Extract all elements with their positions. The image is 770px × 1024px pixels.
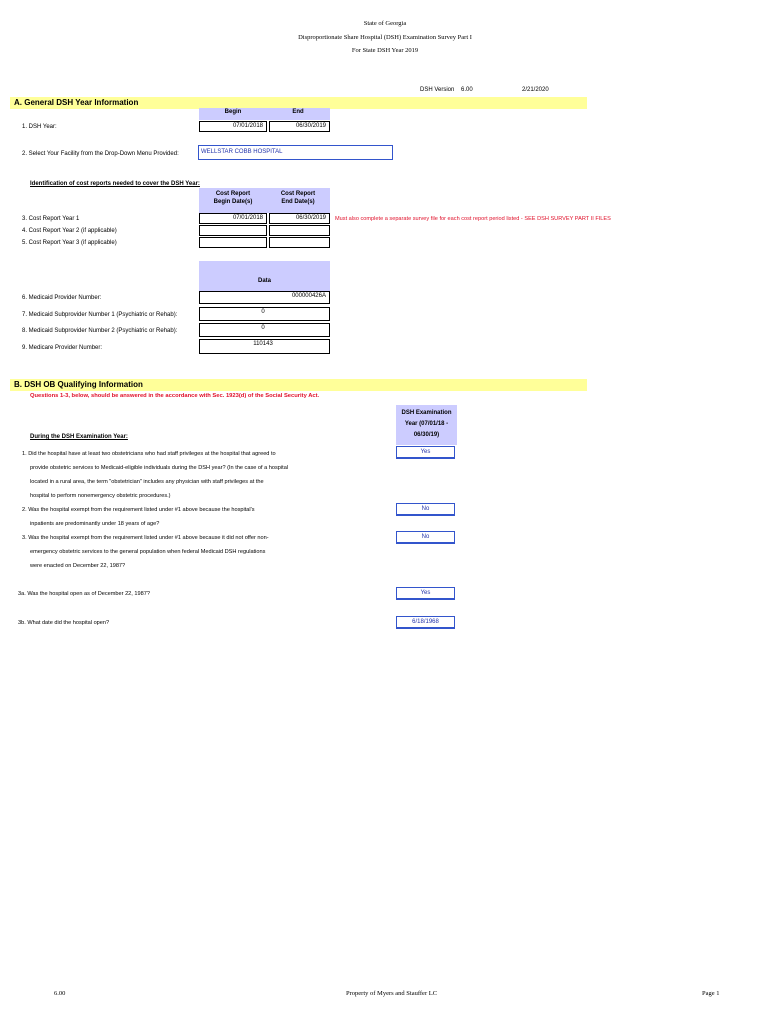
header-year: For State DSH Year 2019 [351, 47, 419, 54]
exam-year-head-line2: Year (07/01/18 - [404, 421, 449, 427]
header-title: Disproportionate Share Hospital (DSH) Examination Survey Part I [298, 34, 472, 41]
cr-begin-head [199, 188, 267, 213]
cr-end-head-line2: End Date(s) [281, 199, 315, 205]
data-head-label: Data [257, 278, 271, 284]
dsh-year-label: 1. DSH Year: [22, 124, 57, 130]
cr-year2-end[interactable] [269, 225, 330, 236]
cr-end-head [266, 188, 330, 213]
q3b-label: 3b. What date did the hospital open? [18, 620, 110, 626]
cr-year2-label: 4. Cost Report Year 2 (if applicable) [22, 228, 117, 234]
end-label: End [292, 109, 304, 115]
q2-answer-dropdown[interactable]: No [396, 503, 455, 516]
medicare-provider-value[interactable]: 110143 [199, 339, 330, 354]
version-value: 6.00 [461, 87, 473, 93]
subprovider-2-label: 8. Medicaid Subprovider Number 2 (Psychiatric or Rehab): [22, 328, 178, 334]
facility-dropdown[interactable]: WELLSTAR COBB HOSPITAL [198, 145, 393, 160]
q3b-answer-field[interactable]: 6/18/1968 [396, 616, 455, 629]
footer-property: Property of Myers and Stauffer LC [346, 990, 438, 997]
header-state: State of Georgia [363, 20, 407, 27]
medicaid-provider-value[interactable]: 000000426A [199, 291, 330, 304]
footer-version: 6.00 [54, 990, 66, 997]
q3-line1: 3. Was the hospital exempt from the requirement listed under #1 above because it did not offer non- [22, 535, 269, 541]
cr-year2-begin[interactable] [199, 225, 267, 236]
during-exam-year-label: During the DSH Examination Year: [30, 434, 128, 440]
q3-line2: emergency obstetric services to the general population when federal Medicaid DSH regulations [30, 549, 266, 555]
cr-begin-head-line1: Cost Report [215, 191, 251, 197]
cr-year3-end[interactable] [269, 237, 330, 248]
data-column-head [199, 261, 330, 291]
subprovider-1-label: 7. Medicaid Subprovider Number 1 (Psychiatric or Rehab): [22, 312, 178, 318]
q3a-answer-dropdown[interactable]: Yes [396, 587, 455, 600]
medicare-provider-label: 9. Medicare Provider Number: [22, 345, 103, 351]
cost-reports-heading: Identification of cost reports needed to cover the DSH Year: [30, 181, 200, 187]
section-b-band [10, 379, 587, 391]
cr-year1-label: 3. Cost Report Year 1 [22, 216, 80, 222]
exam-year-head-line3: 06/30/19) [413, 432, 440, 438]
cr-note: Must also complete a separate survey file for each cost report period listed - SEE DSH SURVEY PART II FILES [335, 216, 611, 222]
section-b-subtitle: Questions 1-3, below, should be answered in the accordance with Sec. 1923(d) of the Social Security Act. [30, 393, 320, 399]
q1-line3: located in a rural area, the term "obstetrician" includes any physician with staff privileges at the [30, 479, 264, 485]
exam-year-column-head [396, 405, 457, 445]
q1-line1: 1. Did the hospital have at least two obstetricians who had staff privileges at the hospital that agreed to [22, 451, 276, 457]
cr-year3-begin[interactable] [199, 237, 267, 248]
section-a-title: A. General DSH Year Information [14, 98, 139, 107]
q1-line2: provide obstetric services to Medicaid-eligible individuals during the DSH year? (In the case of a hospital [30, 465, 289, 471]
subprovider-2-value[interactable]: 0 [199, 323, 330, 337]
begin-label: Begin [224, 109, 242, 115]
begin-column-head [199, 108, 267, 120]
q3-answer-dropdown[interactable]: No [396, 531, 455, 544]
cr-begin-head-line2: Begin Date(s) [213, 199, 253, 205]
footer-page: Page 1 [702, 990, 720, 997]
section-b-title: B. DSH OB Qualifying Information [14, 380, 143, 389]
cr-year1-begin[interactable]: 07/01/2018 [199, 213, 267, 224]
cr-year1-end[interactable]: 06/30/2019 [269, 213, 330, 224]
q3-line3: were enacted on December 22, 1987? [30, 563, 126, 569]
q1-answer-dropdown[interactable]: Yes [396, 446, 455, 459]
q2-line1: 2. Was the hospital exempt from the requirement listed under #1 above because the hospital's [22, 507, 255, 513]
version-date: 2/21/2020 [522, 87, 549, 93]
subprovider-1-value[interactable]: 0 [199, 307, 330, 321]
cr-end-head-line1: Cost Report [280, 191, 316, 197]
medicaid-provider-label: 6. Medicaid Provider Number: [22, 295, 102, 301]
version-label: DSH Version [420, 87, 455, 93]
dsh-year-begin[interactable]: 07/01/2018 [199, 121, 267, 132]
q1-line4: hospital to perform nonemergency obstetric procedures.) [30, 493, 171, 499]
facility-label: 2. Select Your Facility from the Drop-Down Menu Provided: [22, 151, 179, 157]
q2-line2: inpatients are predominantly under 18 years of age? [30, 521, 160, 527]
dsh-year-end[interactable]: 06/30/2019 [269, 121, 330, 132]
q3a-label: 3a. Was the hospital open as of December 22, 1987? [18, 591, 150, 597]
exam-year-head-line1: DSH Examination [401, 410, 452, 416]
cr-year3-label: 5. Cost Report Year 3 (if applicable) [22, 240, 117, 246]
end-column-head [266, 108, 330, 120]
